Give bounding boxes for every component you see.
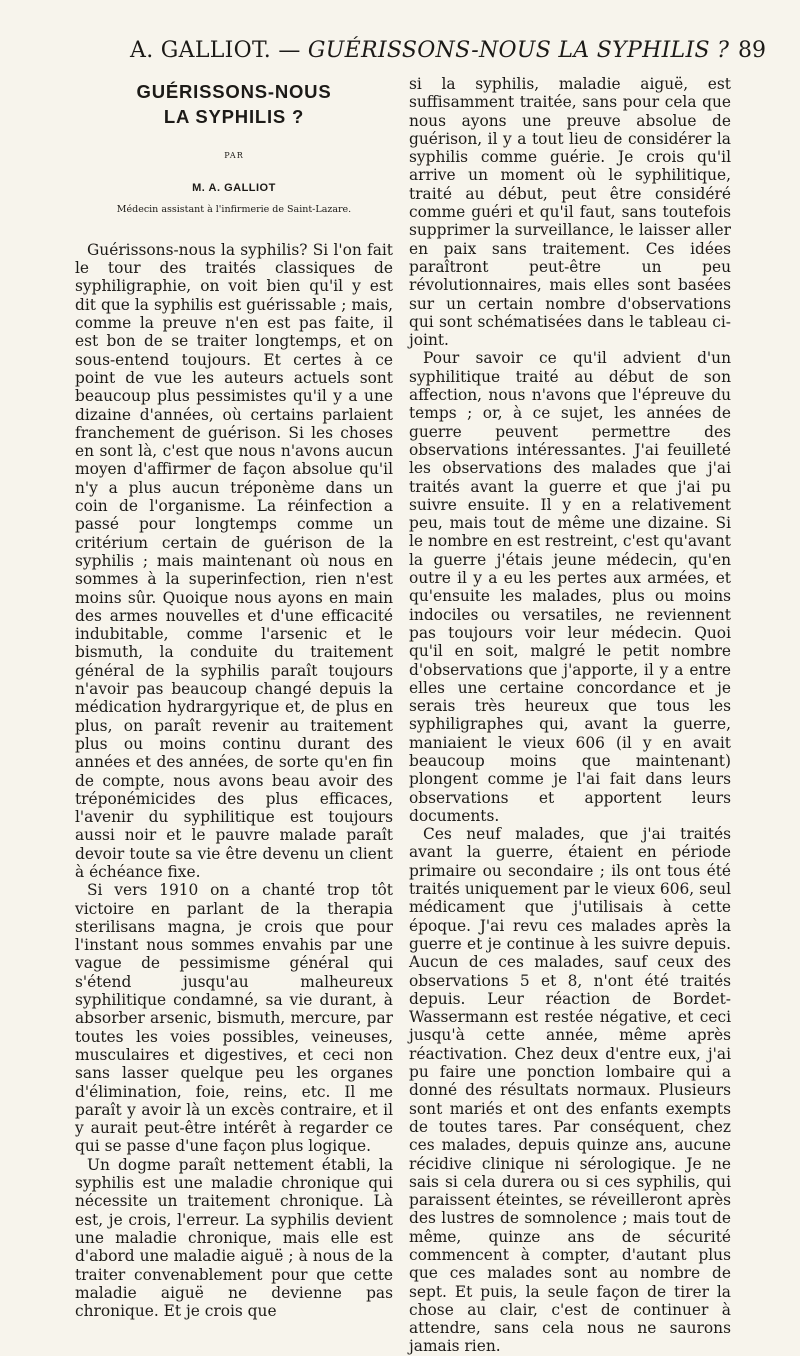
byline-affiliation: Médecin assistant à l'infirmerie de Saint-Lazare. [116, 203, 352, 215]
byline-author: M. A. GALLIOT [192, 182, 276, 195]
running-head-author: A. GALLIOT. [130, 38, 272, 63]
paragraph-continued: si la syphilis, maladie aiguë, est suffisamment traitée, sans pour cela que nous ayons une preuve absolue de guérison, il y a tout lieu de considérer la syphilis comme guérie. Je crois qu'il arrive un moment où le syphilitique, traité au début, peut être considéré comme guéri et qu'il faut, sans toutefois supprimer la surveillance, le laisser aller en paix sans traitement. Ces idées paraîtront peut-être un peu révolutionnaires, mais elles sont basées sur un certain nombre d'observations qui sont schématisées dans le tableau ci-joint. [409, 75, 731, 350]
running-head-dash: — [278, 38, 301, 63]
article-title-line-1: GUÉRISSONS-NOUS [136, 81, 332, 102]
paragraph: Pour savoir ce qu'il advient d'un syphilitique traité au début de son affection, nous n'avons que l'épreuve du temps ; or, à ce sujet, les années de guerre peuvent permettre des observations intéressantes. J'ai feuilleté les observations des malades que j'ai traités avant la guerre et que j'ai pu suivre ensuite. Il y en a relativement peu, mais tout de même une dizaine. Si le nombre en est restreint, c'est qu'avant la guerre j'étais jeune médecin, qu'en outre il y a eu les pertes aux armées, et qu'ensuite les malades, plus ou moins indociles ou versatiles, ne reviennent pas toujours voir leur médecin. Quoi qu'il en soit, malgré le petit nombre d'observations que j'apporte, il y a entre elles une certaine concordance et je serais très heureux que tous les syphiligraphes qui, avant la guerre, maniaient le vieux 606 (il y en avait beaucoup moins que maintenant) plongent comme je l'ai fait dans leurs observations et apportent leurs documents. [409, 349, 731, 825]
paragraph: Un dogme paraît nettement établi, la syphilis est une maladie chronique qui nécessite un traitement chronique. Là est, je crois, l'erreur. La syphilis devient une maladie chronique, mais elle est d'abord une maladie aiguë ; à nous de la traiter convenablement pour que cette maladie aiguë ne devienne pas chronique. Et je crois que [75, 1155, 393, 1321]
paragraph: Guérissons-nous la syphilis? Si l'on fait le tour des traités classiques de syphiligraphie, on voit bien qu'il y est dit que la syphilis est guérissable ; mais, comme la preuve n'en est pas faite, il est bon de se traiter longtemps, et on sous-entend toujours. Et certes à ce point de vue les auteurs actuels sont beaucoup plus pessimistes qu'il y a une dizaine d'années, où certains parlaient franchement de guérison. Si les choses en sont là, c'est que nous n'avons aucun moyen d'affirmer de façon absolue qu'il n'y a plus aucun tréponème dans un coin de l'organisme. La réinfection a passé pour longtemps comme un critérium certain de guérison de la syphilis ; mais maintenant où nous en sommes à la superinfection, rien n'est moins sûr. Quoique nous ayons en main des armes nouvelles et d'une efficacité indubitable, comme l'arsenic et le bismuth, la conduite du traitement général de la syphilis paraît toujours n'avoir pas beaucoup changé depuis la médication hydrargyrique et, de plus en plus, on paraît revenir au traitement plus ou moins continu durant des années et des années, de sorte qu'en fin de compte, nous avons beau avoir des tréponémicides des plus efficaces, l'avenir du syphilitique est toujours aussi noir et le pauvre malade paraît devoir toute sa vie être devenu un client à échéance fixe. [75, 240, 393, 881]
left-column [75, 75, 393, 1320]
page-number: 89 [738, 38, 766, 63]
running-head-title: GUÉRISSONS-NOUS LA SYPHILIS ? [307, 38, 730, 63]
article-title [75, 79, 393, 129]
running-head [130, 38, 740, 63]
paragraph: Ces neuf malades, que j'ai traités avant la guerre, étaient en période primaire ou secondaire ; ils ont tous été traités uniquement par le vieux 606, seul médicament que j'utilisais à cette époque. J'ai revu ces malades après la guerre et je continue à les suivre depuis. Aucun de ces malades, sauf ceux des observations 5 et 8, n'ont été traités depuis. Leur réaction de Bordet-Wassermann est restée négative, et ceci jusqu'à cette année, même après réactivation. Chez deux d'entre eux, j'ai pu faire une ponction lombaire qui a donné des résultats normaux. Plusieurs sont mariés et ont des enfants exempts de toutes tares. Par conséquent, chez ces malades, depuis quinze ans, aucune récidive clinique ni sérologique. Je ne sais si cela durera ou si ces syphilis, qui paraissent éteintes, se réveilleront après des lustres de somnolence ; mais tout de même, quinze ans de sécurité commencent à compter, d'autant plus que ces malades sont au nombre de sept. Et puis, la seule façon de tirer la chose au clair, c'est de continuer à attendre, sans cela nous ne saurons jamais rien. [409, 825, 731, 1356]
byline-par: PAR [224, 151, 244, 160]
left-column-body [75, 241, 393, 1321]
paragraph: Si vers 1910 on a chanté trop tôt victoire en parlant de la therapia sterilisans magna, je crois que pour l'instant nous sommes envahis par une vague de pessimisme général qui s'étend jusqu'au malheureux syphilitique condamné, sa vie durant, à absorber arsenic, bismuth, mercure, par toutes les voies possibles, veineuses, musculaires et digestives, et ceci non sans lasser quelque peu les organes d'élimination, foie, reins, etc. Il me paraît y avoir là un excès contraire, et il y aurait peut-être intérêt à regarder ce qui se passe d'une façon plus logique. [75, 881, 393, 1156]
article-title-line-2: LA SYPHILIS ? [163, 106, 305, 127]
right-column [409, 75, 731, 1356]
